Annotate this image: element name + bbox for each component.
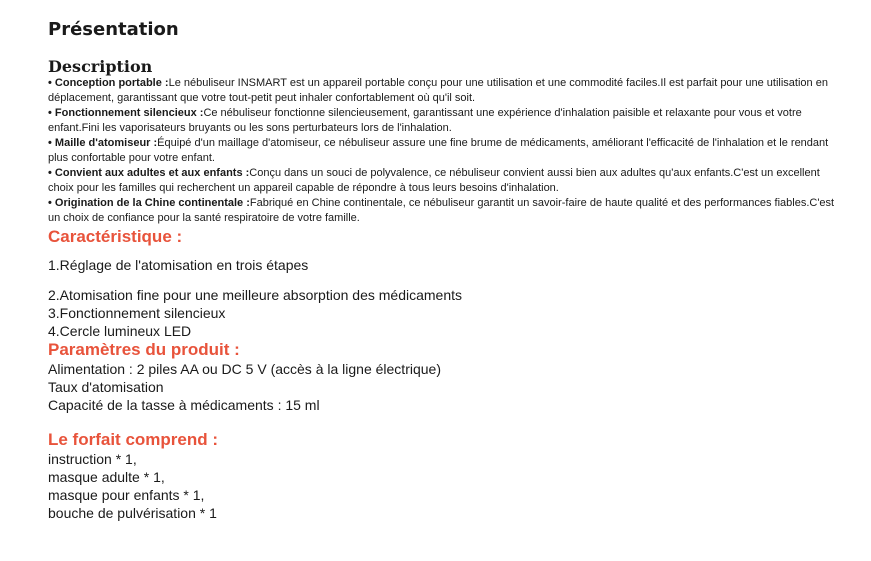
package-heading: Le forfait comprend : <box>48 430 219 449</box>
package-item: bouche de pulvérisation * 1 <box>48 505 217 521</box>
description-bullet <box>48 196 838 226</box>
bullet-label: • Convient aux adultes et aux enfants : <box>48 167 250 179</box>
page-title: Présentation <box>48 19 179 40</box>
description-bullet <box>48 76 838 106</box>
characteristics-heading: Caractéristique : <box>48 227 183 246</box>
bullet-text: Conçu dans un souci de polyvalence, ce nébuliseur convient aussi bien aux adultes qu'aux enfants.C'est un excellent choix pour les familles qui recherchent un appareil capable de répondre à tous leurs besoins d'inhalation. <box>48 167 820 194</box>
package-item: masque pour enfants * 1, <box>48 487 205 503</box>
bullet-label: • Conception portable : <box>48 77 169 89</box>
description-heading: Description <box>48 57 153 76</box>
characteristic-item: 3.Fonctionnement silencieux <box>48 305 226 321</box>
characteristic-item: 4.Cercle lumineux LED <box>48 323 192 339</box>
package-item: masque adulte * 1, <box>48 469 165 485</box>
parameter-item: Alimentation : 2 piles AA ou DC 5 V (accès à la ligne électrique) <box>48 361 441 377</box>
parameters-heading: Paramètres du produit : <box>48 340 240 359</box>
product-presentation <box>48 18 838 522</box>
bullet-label: • Fonctionnement silencieux : <box>48 107 204 119</box>
characteristic-item: 1.Réglage de l'atomisation en trois étapes <box>48 257 309 273</box>
bullet-text: Fabriqué en Chine continentale, ce nébuliseur garantit un savoir-faire de haute qualité et des performances fiables.C'est un choix de confiance pour la santé respiratoire de votre famille. <box>48 197 835 224</box>
description-list <box>48 76 838 226</box>
parameter-item: Capacité de la tasse à médicaments : 15 ml <box>48 397 320 413</box>
parameter-item: Taux d'atomisation <box>48 379 164 395</box>
description-bullet <box>48 136 838 166</box>
bullet-label: • Origination de la Chine continentale : <box>48 197 250 209</box>
description-bullet <box>48 166 838 196</box>
package-item: instruction * 1, <box>48 451 137 467</box>
bullet-text: Ce nébuliseur fonctionne silencieusement, garantissant une expérience d'inhalation paisible et relaxante pour vous et votre enfant.Fini les vaporisateurs bruyants ou les sons perturbateurs lors de l'inhalation. <box>48 107 802 134</box>
bullet-label: • Maille d'atomiseur : <box>48 137 158 149</box>
bullet-text: Équipé d'un maillage d'atomiseur, ce nébuliseur assure une fine brume de médicaments, améliorant l'efficacité de l'inhalation et le rendant plus confortable pour votre enfant. <box>48 137 829 164</box>
description-bullet <box>48 106 838 136</box>
characteristic-item: 2.Atomisation fine pour une meilleure absorption des médicaments <box>48 287 463 303</box>
bullet-text: Le nébuliseur INSMART est un appareil portable conçu pour une utilisation et une commodité faciles.Il est parfait pour une utilisation en déplacement, garantissant que votre tout-petit peut inhaler confortablement où qu'il soit. <box>48 77 828 104</box>
